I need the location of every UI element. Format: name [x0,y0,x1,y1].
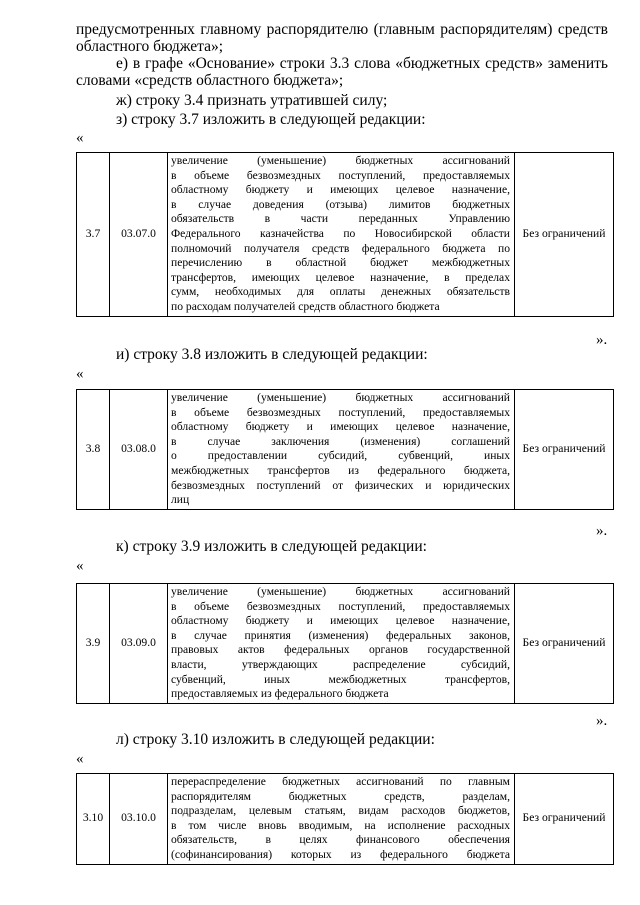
description-line: правовых актов федеральных органов государственной [171,643,510,657]
description-line: увеличение (уменьшение) бюджетных ассигнований [171,154,510,167]
table-row [77,153,614,317]
row-number: 3.10 [77,774,110,865]
description-line: областному бюджету и имеющих целевое назначение, [171,614,510,628]
description-line: перечислению в областной бюджет межбюджетных [171,256,510,270]
row-limit: Без ограничений [515,584,614,704]
row-code: 03.09.0 [110,584,168,704]
closing-quote: ». [596,332,608,348]
description-line: увеличение (уменьшение) бюджетных ассигнований [171,585,510,598]
description-line: обязательств, в целях финансового обеспечения [171,833,510,847]
amendment-table-3-9 [76,583,614,704]
paragraph-line: ж) строку 3.4 признать утратившей силу; [116,92,388,109]
description-line: субвенций, иных межбюджетных трансфертов, [171,672,510,686]
row-number: 3.9 [77,584,110,704]
description-line: распорядителям бюджетных средств, разделам, [171,789,510,803]
paragraph-line: и) строку 3.8 изложить в следующей редакции: [116,346,428,363]
paragraph-line: е) в графе «Основание» строки 3.3 слова «бюджетных средств» заменить [116,55,608,72]
opening-quote: « [76,366,84,382]
description-line: в том числе вновь вводимым, на исполнение расходных [171,818,510,832]
description-line: о предоставлении субсидий, субвенций, иных [171,449,510,463]
amendment-table-3-7 [76,152,614,317]
table-row [77,584,614,704]
opening-quote: « [76,558,84,574]
amendment-table-3-10 [76,773,614,865]
closing-quote: ». [596,713,608,729]
description-line: полномочий получателя средств федерального бюджета по [171,241,510,255]
description-line: (софинансирования) которых из федерального бюджета [171,847,510,861]
paragraph-line: к) строку 3.9 изложить в следующей редакции: [116,538,427,555]
table-row [77,774,614,865]
row-limit: Без ограничений [515,774,614,865]
row-number: 3.8 [77,390,110,510]
description-line: увеличение (уменьшение) бюджетных ассигнований [171,391,510,404]
description-line: предоставляемых из федерального бюджета [171,687,389,701]
description-line: обязательств в части переданных Управлению [171,212,510,226]
description-line: в случае заключения (изменения) соглашений [171,434,510,448]
description-line: в объеме безвозмездных поступлений, предоставляемых [171,168,510,182]
description-line: в объеме безвозмездных поступлений, предоставляемых [171,405,510,419]
paragraph-line: л) строку 3.10 изложить в следующей редакции: [116,731,435,748]
description-line: в случае доведения (отзыва) лимитов бюджетных [171,197,510,211]
paragraph-line: областного бюджета»; [76,38,224,55]
description-line: власти, утверждающих распределение субсидий, [171,657,510,671]
row-number: 3.7 [77,153,110,317]
description-line: трансфертов, имеющих целевое назначение, в пределах [171,270,510,284]
description-line: Федерального казначейства по Новосибирской области [171,226,510,240]
opening-quote: « [76,751,84,767]
paragraph-line: з) строку 3.7 изложить в следующей редакции: [116,111,426,128]
description-line: подразделам, целевым статьям, видам расходов бюджетов, [171,804,510,818]
closing-quote: ». [596,523,608,539]
row-limit: Без ограничений [515,390,614,510]
description-line: безвозмездных поступлений от физических и юридических [171,478,510,492]
amendment-table-3-8 [76,389,614,510]
paragraph-line: словами «средств областного бюджета»; [76,72,344,89]
row-code: 03.07.0 [110,153,168,317]
description-line: перераспределение бюджетных ассигнований по главным [171,775,510,788]
description-line: сумм, необходимых для оплаты денежных обязательств [171,285,510,299]
row-description [168,584,515,704]
description-line: в объеме безвозмездных поступлений, предоставляемых [171,599,510,613]
description-line: в случае принятия (изменения) федеральных законов, [171,628,510,642]
paragraph-line: предусмотренных главному распорядителю (главным распорядителям) средств [76,21,608,38]
row-code: 03.08.0 [110,390,168,510]
table-row [77,390,614,510]
row-description [168,774,515,865]
row-description [168,153,515,317]
description-line: областному бюджету и имеющих целевое назначение, [171,420,510,434]
row-description [168,390,515,510]
row-limit: Без ограничений [515,153,614,317]
description-line: межбюджетных трансфертов из федерального бюджета, [171,463,510,477]
row-code: 03.10.0 [110,774,168,865]
opening-quote: « [76,130,84,146]
description-line: по расходам получателей средств областного бюджета [171,299,440,313]
description-line: областному бюджету и имеющих целевое назначение, [171,183,510,197]
description-line: лиц [171,493,190,507]
